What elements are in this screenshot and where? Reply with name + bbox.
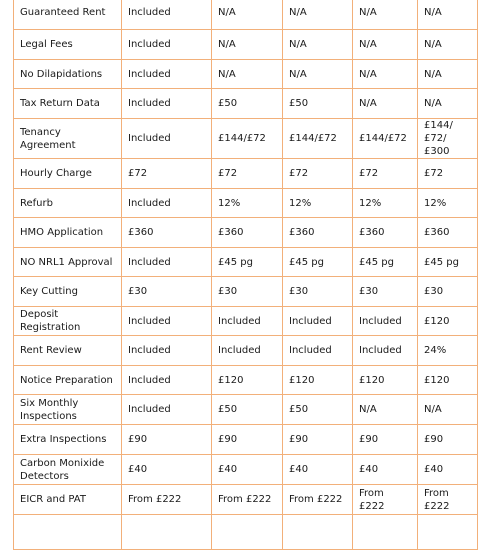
fee-cell: N/A xyxy=(418,60,478,89)
fee-cell: £360 xyxy=(122,218,212,248)
fee-cell: £360 xyxy=(353,218,418,248)
row-label: Carbon Monixide Detectors xyxy=(14,455,122,485)
row-label: Hourly Charge xyxy=(14,159,122,189)
fee-cell: 12% xyxy=(353,189,418,218)
fee-cell: N/A xyxy=(353,89,418,119)
table-row xyxy=(14,30,478,60)
table-row xyxy=(14,307,478,336)
row-label: HMO Application xyxy=(14,218,122,248)
fee-cell: £40 xyxy=(283,455,353,485)
fee-cell: Included xyxy=(122,89,212,119)
row-label: NO NRL1 Approval xyxy=(14,248,122,277)
fee-cell: £40 xyxy=(122,455,212,485)
fee-cell: N/A xyxy=(418,0,478,30)
fee-cell: N/A xyxy=(353,60,418,89)
fee-cell: N/A xyxy=(212,0,283,30)
fee-cell: £40 xyxy=(353,455,418,485)
table-row xyxy=(14,485,478,515)
fee-cell: £30 xyxy=(418,277,478,307)
table-row xyxy=(14,425,478,455)
fee-cell: Included xyxy=(122,395,212,425)
fee-cell: £30 xyxy=(283,277,353,307)
fee-cell: N/A xyxy=(283,0,353,30)
fee-cell: £360 xyxy=(212,218,283,248)
fee-cell: N/A xyxy=(212,30,283,60)
fee-cell: 24% xyxy=(418,336,478,366)
table-row xyxy=(14,336,478,366)
fee-cell: £90 xyxy=(353,425,418,455)
fee-cell: Included xyxy=(283,336,353,366)
table-row xyxy=(14,189,478,218)
fee-cell: £120 xyxy=(283,366,353,395)
fee-cell: Included xyxy=(122,30,212,60)
fee-cell: Included xyxy=(353,307,418,336)
fee-cell: N/A xyxy=(353,30,418,60)
fee-cell xyxy=(353,515,418,550)
fee-cell: £45 pg xyxy=(353,248,418,277)
fee-cell: £120 xyxy=(212,366,283,395)
fee-cell: N/A xyxy=(283,30,353,60)
fee-cell: £72 xyxy=(212,159,283,189)
fee-cell: £45 pg xyxy=(212,248,283,277)
fee-cell: Included xyxy=(122,60,212,89)
fee-cell xyxy=(212,515,283,550)
fee-cell: Included xyxy=(122,307,212,336)
fee-cell: £72 xyxy=(122,159,212,189)
fee-cell xyxy=(418,515,478,550)
fee-cell: Included xyxy=(212,307,283,336)
fee-cell: N/A xyxy=(283,60,353,89)
row-label: Key Cutting xyxy=(14,277,122,307)
fee-cell: £120 xyxy=(418,366,478,395)
fee-cell: £90 xyxy=(283,425,353,455)
fee-cell: £30 xyxy=(212,277,283,307)
fee-cell: £45 pg xyxy=(283,248,353,277)
table-row xyxy=(14,395,478,425)
table-row xyxy=(14,159,478,189)
row-label: Legal Fees xyxy=(14,30,122,60)
row-label: Guaranteed Rent xyxy=(14,0,122,30)
fee-cell: N/A xyxy=(418,30,478,60)
fee-cell: £360 xyxy=(418,218,478,248)
fee-cell: £72 xyxy=(418,159,478,189)
fee-cell: £90 xyxy=(122,425,212,455)
fee-cell: Included xyxy=(122,366,212,395)
table-row xyxy=(14,0,478,30)
fee-cell: N/A xyxy=(418,89,478,119)
fee-cell: Included xyxy=(353,336,418,366)
row-label: Refurb xyxy=(14,189,122,218)
fee-cell: £144/£72 xyxy=(353,119,418,159)
row-label: EICR and PAT xyxy=(14,485,122,515)
fee-cell: £30 xyxy=(122,277,212,307)
fee-cell: Included xyxy=(122,336,212,366)
table-row xyxy=(14,119,478,159)
fee-cell: Included xyxy=(212,336,283,366)
fee-cell: £50 xyxy=(283,89,353,119)
fee-cell: £50 xyxy=(212,395,283,425)
fee-cell: £144/£72/ £300 xyxy=(418,119,478,159)
fee-cell: £90 xyxy=(418,425,478,455)
fee-cell: £120 xyxy=(418,307,478,336)
fee-cell: £50 xyxy=(283,395,353,425)
fee-cell: £40 xyxy=(418,455,478,485)
fee-cell: £144/£72 xyxy=(212,119,283,159)
fee-cell: £72 xyxy=(283,159,353,189)
table-row xyxy=(14,248,478,277)
fee-cell: £144/£72 xyxy=(283,119,353,159)
table-row xyxy=(14,60,478,89)
fee-cell: N/A xyxy=(212,60,283,89)
fee-cell: Included xyxy=(122,0,212,30)
fee-table-body xyxy=(14,0,478,550)
row-label: Extra Inspections xyxy=(14,425,122,455)
fee-cell: N/A xyxy=(418,395,478,425)
fee-cell: £72 xyxy=(353,159,418,189)
fee-cell: 12% xyxy=(283,189,353,218)
fee-comparison-table xyxy=(13,0,478,550)
fee-cell: From £222 xyxy=(212,485,283,515)
fee-cell: £90 xyxy=(212,425,283,455)
fee-cell: 12% xyxy=(212,189,283,218)
table-row xyxy=(14,218,478,248)
fee-cell: N/A xyxy=(353,395,418,425)
fee-cell: Included xyxy=(122,119,212,159)
fee-cell: Included xyxy=(283,307,353,336)
fee-cell: 12% xyxy=(418,189,478,218)
fee-cell: £40 xyxy=(212,455,283,485)
table-row xyxy=(14,277,478,307)
row-label: Rent Review xyxy=(14,336,122,366)
fee-cell: £45 pg xyxy=(418,248,478,277)
fee-cell: £30 xyxy=(353,277,418,307)
table-row xyxy=(14,89,478,119)
fee-cell: From £222 xyxy=(283,485,353,515)
table-row xyxy=(14,366,478,395)
row-label: Six Monthly Inspections xyxy=(14,395,122,425)
fee-cell: £120 xyxy=(353,366,418,395)
fee-cell: From £222 xyxy=(122,485,212,515)
fee-cell xyxy=(283,515,353,550)
row-label xyxy=(14,515,122,550)
fee-cell: From £222 xyxy=(353,485,418,515)
fee-cell: £360 xyxy=(283,218,353,248)
row-label: Notice Preparation xyxy=(14,366,122,395)
fee-cell: N/A xyxy=(353,0,418,30)
fee-cell: From £222 xyxy=(418,485,478,515)
fee-cell xyxy=(122,515,212,550)
row-label: Deposit Registration xyxy=(14,307,122,336)
row-label: Tax Return Data xyxy=(14,89,122,119)
table-row xyxy=(14,455,478,485)
table-row xyxy=(14,515,478,550)
fee-cell: £50 xyxy=(212,89,283,119)
row-label: No Dilapidations xyxy=(14,60,122,89)
row-label: Tenancy Agreement xyxy=(14,119,122,159)
fee-cell: Included xyxy=(122,189,212,218)
fee-cell: Included xyxy=(122,248,212,277)
